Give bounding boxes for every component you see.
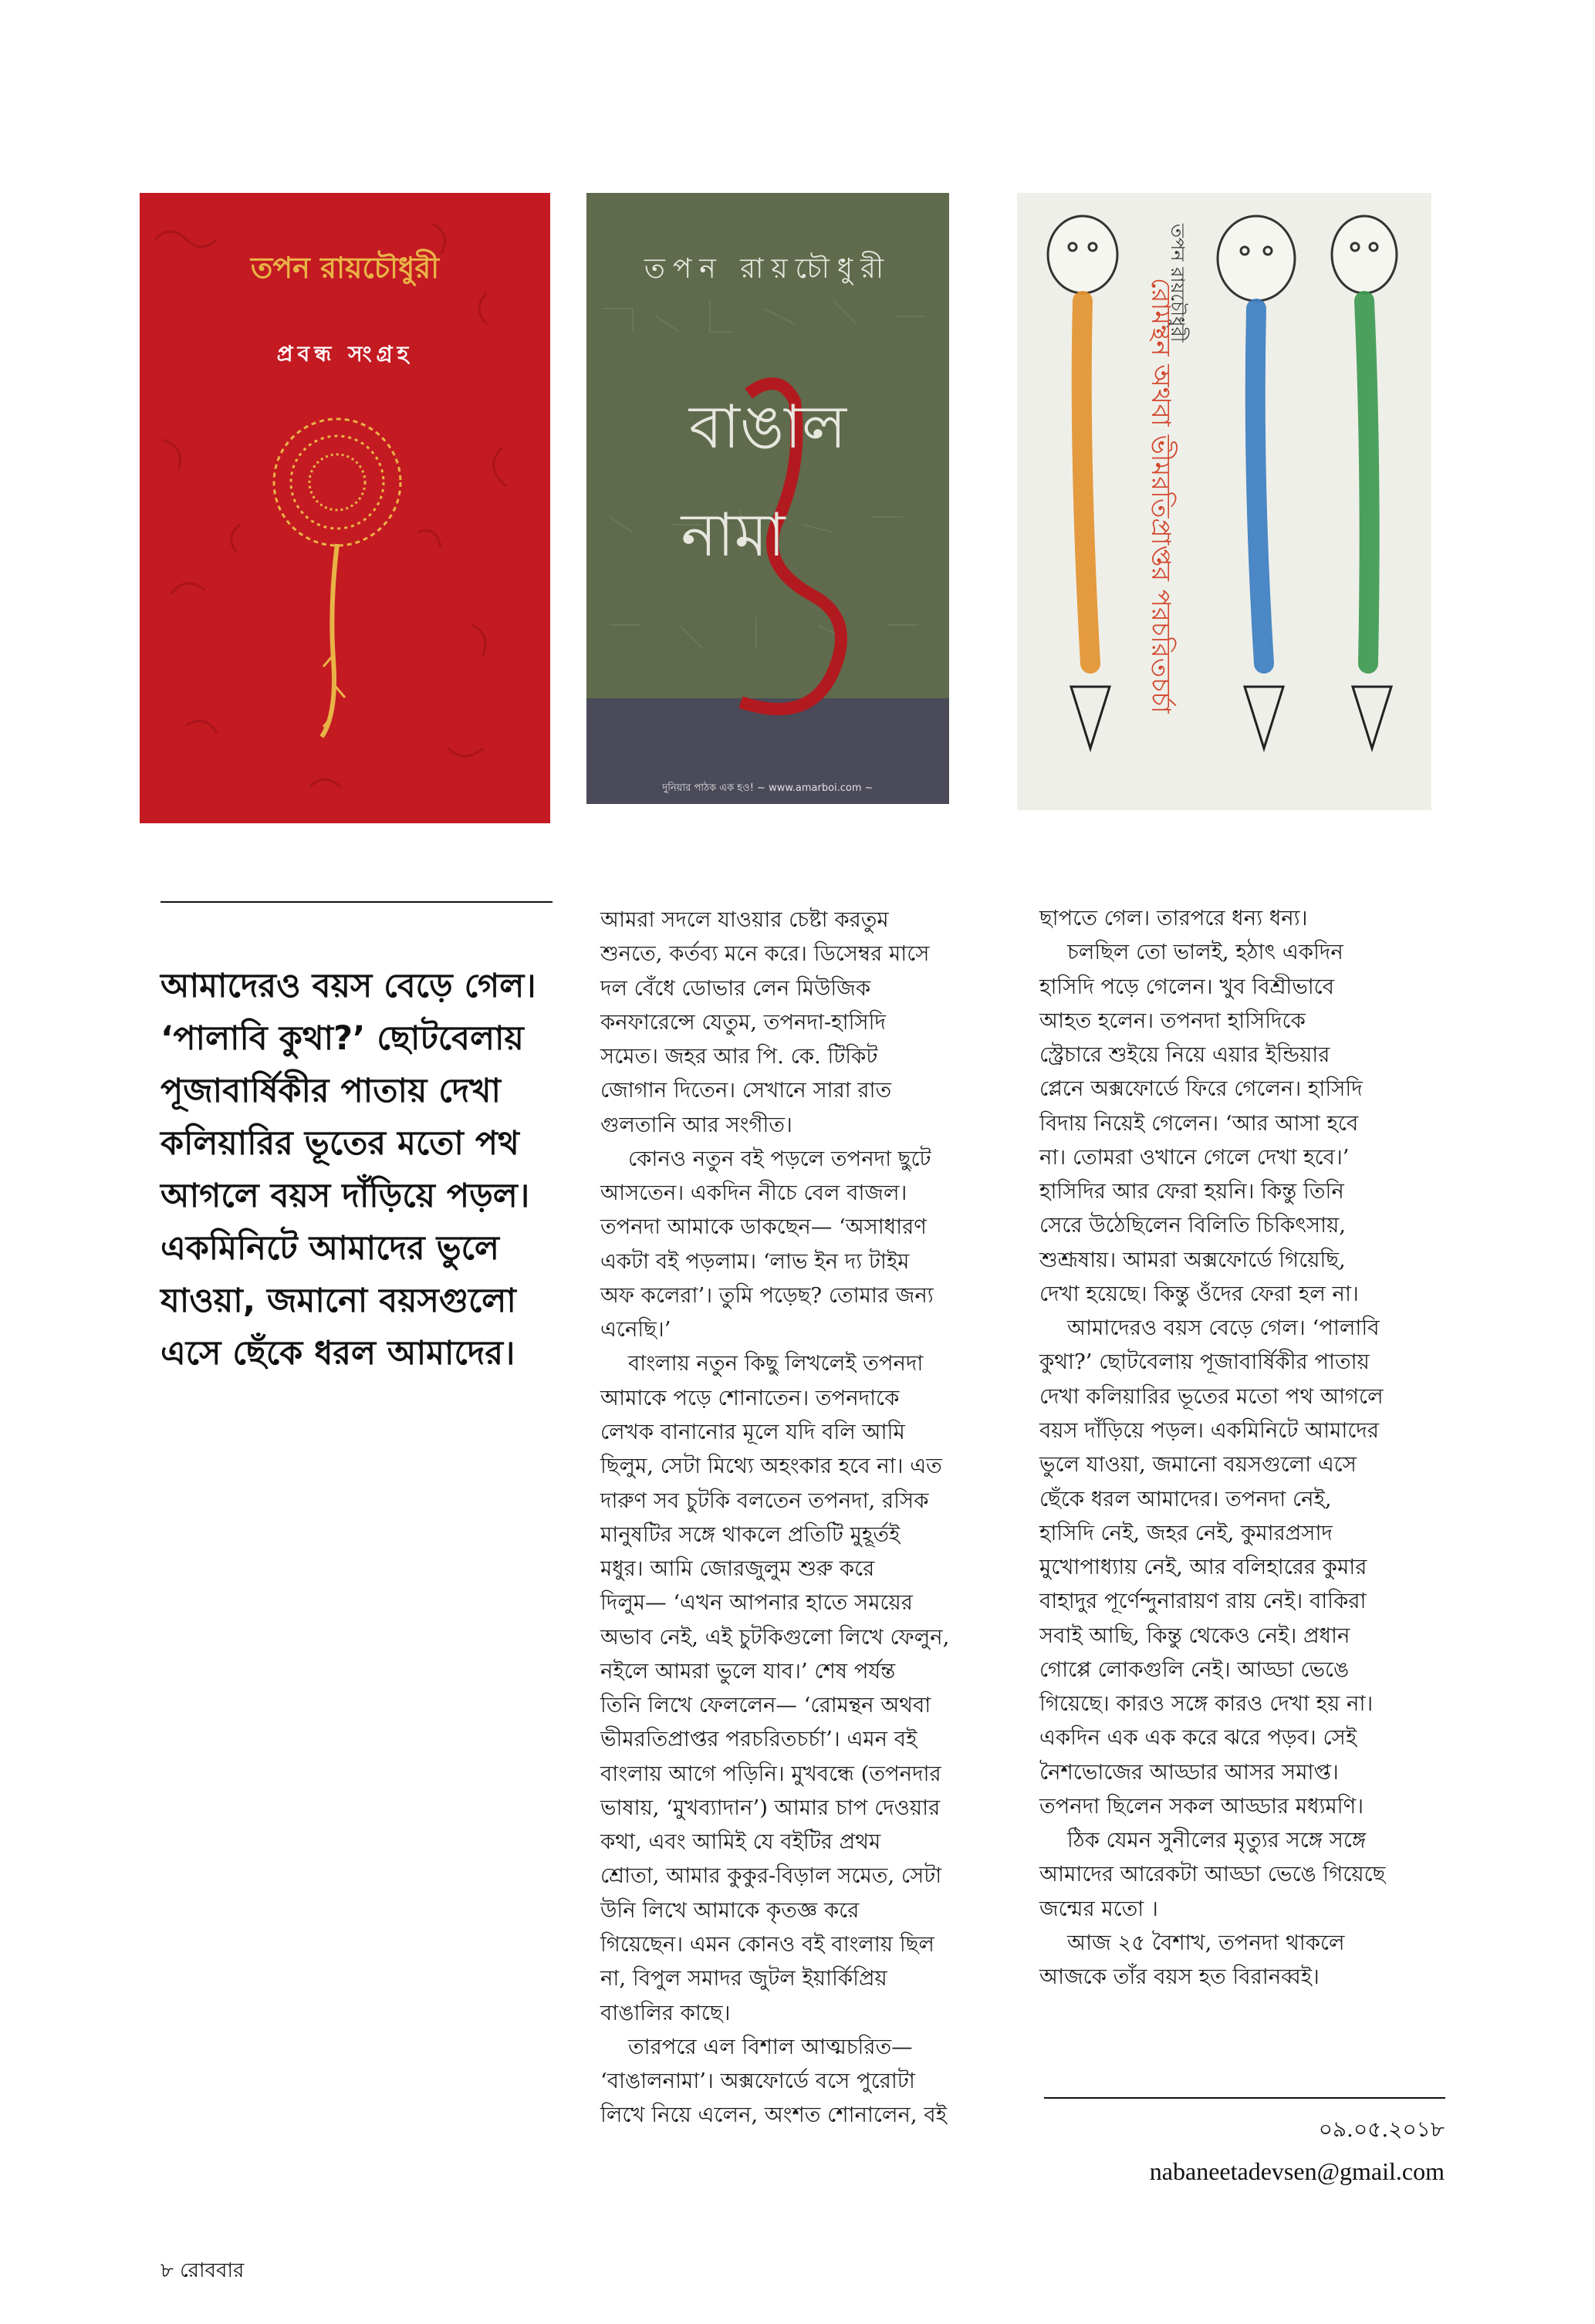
cover-art [140, 193, 550, 823]
paragraph: তারপরে এল বিশাল আত্মচরিত— ‘বাঙালনামা’। অক্সফোর্ডে বসে পুরোটা লিখে নিয়ে এলেন, অংশত শোনালেন, বই [600, 2034, 947, 2128]
paragraph: বাংলায় নতুন কিছু লিখলেই তপনদা আমাকে পড়ে শোনাতেন। তপনদাকে লেখক বানানোর মূলে যদি বলি আমি ছিলুম, সেটা মিথ্যে অহংকার হবে না। এত দারুণ সব চুটকি বলতেন তপনদা, রসিক মানুষটির সঙ্গে থাকলে প্রতিটি মুহূর্তই মধুর। আমি জোরজুলুম শুরু করে দিলুম— ‘এখন আপনার হাতে সময়ের অভাব নেই, এই চুটকিগুলো লিখে ফেলুন, নইলে আমরা ভুলে যাব।’ শেষ পর্যন্ত তিনি লিখে ফেললেন— ‘রোমন্থন অথবা ভীমরতিপ্রাপ্তর পরচরিতচর্চা’। এমন বই বাংলায় আগে পড়িনি। মুখবন্ধে (তপনদার ভাষায়, ‘মুখব্যাদান’) আমার চাপ দেওয়ার কথা, এবং আমিই যে বইটির প্রথম শ্রোতা, আমার কুকুর-বিড়াল সমেত, সেটা উনি লিখে আমাকে কৃতজ্ঞ করে গিয়েছেন। এমন কোনও বই বাংলায় ছিল না, বিপুল সমাদর জুটল ইয়ার্কিপ্রিয় বাঙালির কাছে। [600, 1351, 950, 2025]
author-email[interactable]: nabaneetadevsen@gmail.com [1149, 2157, 1445, 2185]
book-cover-romanthan [1017, 193, 1431, 810]
cover1-author: তপন রায়চৌধুরী [250, 251, 440, 285]
signature-rule [1044, 2097, 1445, 2099]
cover1-title: প্রবন্ধ সংগ্রহ [276, 341, 414, 367]
cover2-title-line1: বাঙাল [689, 393, 846, 462]
book-cover-prabandha-sangraha [140, 193, 550, 823]
paragraph: কোনও নতুন বই পড়লে তপনদা ছুটে আসতেন। একদিন নীচে বেল বাজল। তপনদা আমাকে ডাকছেন— ‘অসাধারণ একটা বই পড়লাম। ‘লাভ ইন দ্য টাইম অফ কলেরা’। তুমি পড়েছ? তোমার জন্য এনেছি।’ [600, 1146, 934, 1343]
article-column-2 [1039, 901, 1448, 1995]
paragraph: ছাপতে গেল। তারপরে ধন্য ধন্য। [1039, 906, 1308, 931]
paragraph: আমরা সদলে যাওয়ার চেষ্টা করতুম শুনতে, কর্তব্য মনে করে। ডিসেম্বর মাসে দল বেঁধে ডোভার লেন মিউজিক কনফারেন্সে যেতুম, তপনদা-হাসিদি সমেত। জহর আর পি. কে. টিকিট জোগান দিতেন। সেখানে সারা রাত গুলতানি আর সংগীত। [600, 907, 930, 1137]
cover3-title: রোমন্থন অথবা ভীমরতিপ্রাপ্তর পরচরিতচর্চা [1145, 278, 1176, 714]
article-column-1 [600, 903, 1002, 2133]
pullquote: আমাদেরও বয়স বেড়ে গেল। ‘পালাবি কুথা?’ ছোটবেলায় পূজাবার্ষিকীর পাতায় দেখা কলিয়ারির ভূতের মতো পথ আগলে বয়স দাঁড়িয়ে পড়ল। একমিনিটে আমাদের ভুলে যাওয়া, জমানো বয়সগুলো এসে ছেঁকে ধরল আমাদের। [161, 967, 536, 1373]
cover2-author: তপন রায়চৌধুরী [644, 253, 892, 285]
pullquote-rule [161, 901, 553, 903]
page-folio: ৮ রোববার [161, 2259, 245, 2282]
signature-date: ০৯.০৫.২০১৮ [1318, 2116, 1445, 2142]
paragraph: ঠিক যেমন সুনীলের মৃত্যুর সঙ্গে সঙ্গে আমাদের আরেকটা আড্ডা ভেঙে গিয়েছে জন্মের মতো । [1039, 1828, 1386, 1921]
cover-art [1017, 193, 1431, 810]
cover2-footer: দুনিয়ার পাঠক এক হও! ~ www.amarboi.com ~ [662, 782, 874, 794]
cover3-author: তপন রায়চৌধুরী [1167, 224, 1188, 343]
cover-art [586, 193, 949, 804]
book-cover-bangalnama [586, 193, 949, 804]
paragraph: আমাদেরও বয়স বেড়ে গেল। ‘পালাবি কুথা?’ ছোটবেলায় পূজাবার্ষিকীর পাতায় দেখা কলিয়ারির ভূতের মতো পথ আগলে বয়স দাঁড়িয়ে পড়ল। একমিনিটে আমাদের ভুলে যাওয়া, জমানো বয়সগুলো এসে ছেঁকে ধরল আমাদের। তপনদা নেই, হাসিদি নেই, জহর নেই, কুমারপ্রসাদ মুখোপাধ্যায় নেই, আর বলিহারের কুমার বাহাদুর পূর্ণেন্দুনারায়ণ রায় নেই। বাকিরা সবাই আছি, কিন্তু থেকেও নেই। প্রধান গোপ্পে লোকগুলি নেই। আড্ডা ভেঙে গিয়েছে। কারও সঙ্গে কারও দেখা হয় না। একদিন এক এক করে ঝরে পড়ব। সেই নৈশভোজের আড্ডার আসর সমাপ্ত। তপনদা ছিলেন সকল আড্ডার মধ্যমণি। [1039, 1316, 1384, 1819]
paragraph: চলছিল তো ভালই, হঠাৎ একদিন হাসিদি পড়ে গেলেন। খুব বিশ্রীভাবে আহত হলেন। তপনদা হাসিদিকে স্ট্রেচারে শুইয়ে নিয়ে এয়ার ইন্ডিয়ার প্লেনে অক্সফোর্ডে ফিরে গেলেন। হাসিদি বিদায় নিয়েই গেলেন। ‘আর আসা হবে না। তোমরা ওখানে গেলে দেখা হবে।’ হাসিদির আর ফেরা হয়নি। কিন্তু তিনি সেরে উঠেছিলেন বিলিতি চিকিৎসায়, শুশ্রূষায়। আমরা অক্সফোর্ডে গিয়েছি, দেখা হয়েছে। কিন্তু ওঁদের ফেরা হল না। [1039, 940, 1363, 1306]
cover2-title-line2: নামা [681, 501, 786, 570]
paragraph: আজ ২৫ বৈশাখ, তপনদা থাকলে আজকে তাঁর বয়স হত বিরানব্বই। [1039, 1930, 1345, 1990]
